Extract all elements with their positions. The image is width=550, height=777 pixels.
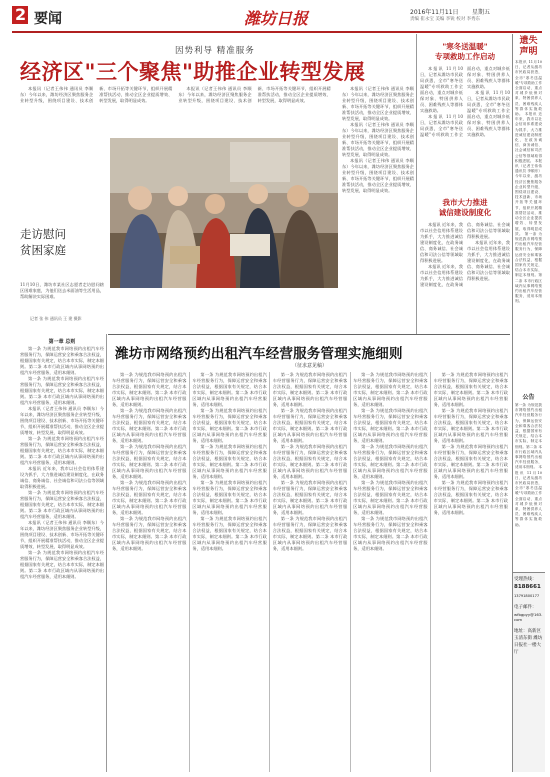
reg-paragraph-20: 第一条 为规范我市网络预约出租汽车经营服务行为，保障运营安全和乘客合法权益，根据国家有关规定，结合本市实际，制定本细则。第二条 本市行政区域内从事网络预约出租汽车经营服务，适用本细则。 (353, 516, 428, 551)
masthead-rule (12, 31, 542, 33)
regulation-top-rule (108, 334, 510, 335)
ad-notice-text-2: 本报讯 11月10日，记者从潍坊市民政局获悉，全市"寒冬送温暖"专项救助工作全面启动，重点对城乡低保对象、特困供养人员、困难残疾人等群体实施救助。 (515, 465, 542, 527)
ad-notice (513, 401, 544, 561)
reg-paragraph-12: 第一条 为规范我市网络预约出租汽车经营服务行为，保障运营安全和乘客合法权益，根据国家有关规定，结合本市实际，制定本细则。第二条 本市行政区域内从事网络预约出租汽车经营服务，适用本细则。 (272, 408, 348, 443)
side-subparagraph-2: 本报讯 近年来，我市以社会信用体系建设为抓手，大力推进诚信建设制度化，在政务诚信、商务诚信、社会诚信和司法公信等领域取得积极进展。 (420, 222, 510, 287)
issue-weekday: 星期五 (472, 9, 491, 16)
reg-paragraph-4: 第一条 为规范我市网络预约出租汽车经营服务行为，保障运营安全和乘客合法权益，根据国家有关规定，结合本市实际，制定本细则。第二条 本市行政区域内从事网络预约出租汽车经营服务，适用本细则。 (112, 480, 187, 515)
lead-headline: 经济区"三个聚焦"助推企业转型发展 (20, 59, 366, 84)
column-rule-right (416, 34, 417, 334)
editors-line: 责编 崔永宝 美编 李锐 校对 李秀东 (410, 17, 481, 22)
lead-right-paragraph: 本报讯（记者王伟伟 通讯员 李顺东）今年以来，潍坊经济区聚焦服务企业转型升级，围绕项目建设、技术创新、市场开拓等关键环节，组织开展精准帮扶活动，推动全区企业提质增效、转型发展，取得明显成效。 (342, 86, 414, 121)
reg-paragraph-15: 第一条 为规范我市网络预约出租汽车经营服务行为，保障运营安全和乘客合法权益，根据国家有关规定，结合本市实际，制定本细则。第二条 本市行政区域内从事网络预约出租汽车经营服务，适用本细则。 (272, 516, 348, 551)
side-paragraph: 本报讯 11月10日，记者从潍坊市民政局获悉，全市"寒冬送温暖"专项救助工作全面启动，重点对城乡低保对象、特困供养人员、困难残疾人等群体实施救助。 (420, 66, 463, 113)
left-col-rule (106, 334, 107, 772)
side-paragraph-2: 本报讯 11月10日，记者从潍坊市民政局获悉，全市"寒冬送温暖"专项救助工作全面启动，重点对城乡低保对象、特困供养人员、困难残疾人等群体实施救助。 (420, 66, 510, 137)
reg-paragraph-7: 第一条 为规范我市网络预约出租汽车经营服务行为，保障运营安全和乘客合法权益，根据国家有关规定，结合本市实际，制定本细则。第二条 本市行政区域内从事网络预约出租汽车经营服务，适用本细则。 (192, 408, 267, 443)
reg-paragraph-9: 第一条 为规范我市网络预约出租汽车经营服务行为，保障运营安全和乘客合法权益，根据国家有关规定，结合本市实际，制定本细则。第二条 本市行政区域内从事网络预约出租汽车经营服务，适用本细则。 (192, 480, 267, 515)
paper-name: 潍坊日报 (244, 9, 309, 28)
reg-paragraph-19: 第一条 为规范我市网络预约出租汽车经营服务行为，保障运营安全和乘客合法权益，根据国家有关规定，结合本市实际，制定本细则。第二条 本市行政区域内从事网络预约出租汽车经营服务，适用本细则。 (353, 480, 428, 515)
reg-paragraph-14: 第一条 为规范我市网络预约出租汽车经营服务行为，保障运营安全和乘客合法权益，根据国家有关规定，结合本市实际，制定本细则。第二条 本市行政区域内从事网络预约出租汽车经营服务，适用本细则。 (272, 480, 348, 515)
reg-paragraph-2: 第一条 为规范我市网络预约出租汽车经营服务行为，保障运营安全和乘客合法权益，根据国家有关规定，结合本市实际，制定本细则。第二条 本市行政区域内从事网络预约出租汽车经营服务，适用本细则。 (112, 408, 187, 443)
left-paragraph-5: 本报讯 近年来，我市以社会信用体系建设为抓手，大力推进诚信建设制度化，在政务诚信、商务诚信、社会诚信和司法公信等领域取得积极进展。 (20, 466, 104, 489)
lead-right-col (342, 86, 414, 291)
reg-paragraph-22: 第一条 为规范我市网络预约出租汽车经营服务行为，保障运营安全和乘客合法权益，根据国家有关规定，结合本市实际，制定本细则。第二条 本市行政区域内从事网络预约出租汽车经营服务，适用本细则。 (433, 408, 508, 443)
reg-paragraph-24: 第一条 为规范我市网络预约出租汽车经营服务行为，保障运营安全和乘客合法权益，根据国家有关规定，结合本市实际，制定本细则。第二条 本市行政区域内从事网络预约出租汽车经营服务，适用本细则。 (433, 480, 508, 515)
ad-subtitle: 公告 (522, 394, 535, 401)
side-subhead: 我市大力推进 诚信建设制度化 (438, 198, 492, 217)
lead-paragraph: 本报讯（记者王伟伟 通讯员 李顺东）今年以来，潍坊经济区聚焦服务企业转型升级，围绕项目建设、技术创新、市场开拓等关键环节，组织开展精准帮扶活动，推动全区企业提质增效、转型发展，取得明显成效。 (20, 86, 173, 103)
hotline-number: 8188661 (514, 584, 541, 590)
feature-caption-box (20, 282, 104, 310)
lead-paragraph-2: 本报讯（记者王伟伟 通讯员 李顺东）今年以来，潍坊经济区聚焦服务企业转型升级，围绕项目建设、技术创新、市场开拓等关键环节，组织开展精准帮扶活动，推动全区企业提质增效、转型发展，取得明显成效。 (178, 86, 331, 103)
left-paragraph-7: 本报讯（记者王伟伟 通讯员 李顺东）今年以来，潍坊经济区聚焦服务企业转型升级，围绕项目建设、技术创新、市场开拓等关键环节，组织开展精准帮扶活动，推动全区企业提质增效、转型发展，取得明显成效。 (20, 520, 104, 549)
issue-date: 2016年11月11日 (410, 9, 459, 16)
left-paragraph-3: 本报讯（记者王伟伟 通讯员 李顺东）今年以来，潍坊经济区聚焦服务企业转型升级，围绕项目建设、技术创新、市场开拓等关键环节，组织开展精准帮扶活动，推动全区企业提质增效、转型发展，取得明显成效。 (20, 406, 104, 435)
left-paragraph-1: 第一条 为规范我市网络预约出租汽车经营服务行为，保障运营安全和乘客合法权益，根据国家有关规定，结合本市实际，制定本细则。第二条 本市行政区域内从事网络预约出租汽车经营服务，适用本细则。 (20, 346, 104, 375)
ad-listing-text-3: 本报讯（记者王伟伟 通讯员 李顺东）今年以来，潍坊经济区聚焦服务企业转型升级，围绕项目建设、技术创新、市场开拓等关键环节，组织开展精准帮扶活动，推动全区企业提质增效、转型发展，取得明显成效。 (515, 158, 543, 236)
regulation-body (112, 372, 508, 772)
side-subparagraph: 本报讯 近年来，我市以社会信用体系建设为抓手，大力推进诚信建设制度化，在政务诚信、商务诚信、社会诚信和司法公信等领域取得积极进展。 (420, 222, 463, 263)
lead-right-paragraph-3: 本报讯（记者王伟伟 通讯员 李顺东）今年以来，潍坊经济区聚焦服务企业转型升级，围绕项目建设、技术创新、市场开拓等关键环节，组织开展精准帮扶活动，推动全区企业提质增效、转型发展，取得明显成效。 (342, 158, 414, 193)
left-paragraph-6: 第一条 为规范我市网络预约出租汽车经营服务行为，保障运营安全和乘客合法权益，根据国家有关规定，结合本市实际，制定本细则。第二条 本市行政区域内从事网络预约出租汽车经营服务，适用本细则。 (20, 490, 104, 519)
reg-paragraph-8: 第一条 为规范我市网络预约出租汽车经营服务行为，保障运营安全和乘客合法权益，根据国家有关规定，结合本市实际，制定本细则。第二条 本市行政区域内从事网络预约出租汽车经营服务，适用本细则。 (192, 444, 267, 479)
side-headline: "寒冬送温暖" 专项救助工作启动 (435, 42, 495, 61)
email-address: wfbgpyy@163.com (514, 612, 543, 622)
reg-paragraph-16: 第一条 为规范我市网络预约出租汽车经营服务行为，保障运营安全和乘客合法权益，根据国家有关规定，结合本市实际，制定本细则。第二条 本市行政区域内从事网络预约出租汽车经营服务，适用本细则。 (353, 372, 428, 407)
ad-strip (512, 34, 544, 772)
reg-paragraph-1: 第一条 为规范我市网络预约出租汽车经营服务行为，保障运营安全和乘客合法权益，根据国家有关规定，结合本市实际，制定本细则。第二条 本市行政区域内从事网络预约出租汽车经营服务，适用本细则。 (112, 372, 187, 407)
lead-right-paragraph-2: 本报讯（记者王伟伟 通讯员 李顺东）今年以来，潍坊经济区聚焦服务企业转型升级，围绕项目建设、技术创新、市场开拓等关键环节，组织开展精准帮扶活动，推动全区企业提质增效、转型发展，取得明显成效。 (342, 122, 414, 157)
ad-contact-box (513, 572, 545, 772)
reg-paragraph-17: 第一条 为规范我市网络预约出租汽车经营服务行为，保障运营安全和乘客合法权益，根据国家有关规定，结合本市实际，制定本细则。第二条 本市行政区域内从事网络预约出租汽车经营服务，适用本细则。 (353, 408, 428, 443)
left-chapter-title: 第一章 总则 (48, 339, 76, 345)
mobile-number: 13791800177 (514, 594, 540, 598)
ad-notice-text: 第一条 为规范我市网络预约出租汽车经营服务行为，保障运营安全和乘客合法权益，根据国家有关规定，结合本市实际，制定本细则。第二条 本市行政区域内从事网络预约出租汽车经营服务，适用本细则。 (515, 403, 542, 470)
ad-listing-text-2: 本报讯 近年来，我市以社会信用体系建设为抓手，大力推进诚信建设制度化，在政务诚信、商务诚信、社会诚信和司法公信等领域取得积极进展。 (515, 112, 542, 163)
reg-paragraph-23: 第一条 为规范我市网络预约出租汽车经营服务行为，保障运营安全和乘客合法权益，根据国家有关规定，结合本市实际，制定本细则。第二条 本市行政区域内从事网络预约出租汽车经营服务，适用本细则。 (433, 444, 508, 479)
hotline-label: 受理热线： (514, 577, 537, 582)
feature-headline-box (20, 226, 104, 278)
reg-paragraph-3: 第一条 为规范我市网络预约出租汽车经营服务行为，保障运营安全和乘客合法权益，根据国家有关规定，结合本市实际，制定本细则。第二条 本市行政区域内从事网络预约出租汽车经营服务，适用本细则。 (112, 444, 187, 479)
feature-photo (110, 138, 338, 288)
regulation-title: 潍坊市网络预约出租汽车经营服务管理实施细则 (115, 346, 403, 362)
side-body (420, 66, 510, 194)
side-subbody (420, 222, 510, 334)
ad-listings (513, 58, 544, 388)
masthead (12, 4, 542, 30)
section-name: 要闻 (34, 11, 62, 27)
ad-listing-text-4: 第一条 为规范我市网络预约出租汽车经营服务行为，保障运营安全和乘客合法权益，根据国家有关规定，结合本市实际，制定本细则。第二条 本市行政区域内从事网络预约出租汽车经营服务，适用本细则。 (515, 231, 542, 304)
left-paragraph-8: 第一条 为规范我市网络预约出租汽车经营服务行为，保障运营安全和乘客合法权益，根据国家有关规定，结合本市实际，制定本细则。第二条 本市行政区域内从事网络预约出租汽车经营服务，适用本细则。 (20, 550, 104, 579)
reg-paragraph-10: 第一条 为规范我市网络预约出租汽车经营服务行为，保障运营安全和乘客合法权益，根据国家有关规定，结合本市实际，制定本细则。第二条 本市行政区域内从事网络预约出租汽车经营服务，适用本细则。 (192, 516, 267, 551)
left-col-body (20, 346, 104, 772)
side-paragraph-3: 本报讯 11月10日，记者从潍坊市民政局获悉，全市"寒冬送温暖"专项救助工作全面启动，重点对城乡低保对象、特困供养人员、困难残疾人等群体实施救助。 (467, 90, 510, 137)
feature-headline: 走访慰问 贫困家庭 (20, 227, 66, 257)
photo-illustration (110, 138, 338, 288)
email-label: 电子邮件： (514, 605, 537, 610)
reg-paragraph-13: 第一条 为规范我市网络预约出租汽车经营服务行为，保障运营安全和乘客合法权益，根据国家有关规定，结合本市实际，制定本细则。第二条 本市行政区域内从事网络预约出租汽车经营服务，适用本细则。 (272, 444, 348, 479)
reg-paragraph-21: 第一条 为规范我市网络预约出租汽车经营服务行为，保障运营安全和乘客合法权益，根据国家有关规定，结合本市实际，制定本细则。第二条 本市行政区域内从事网络预约出租汽车经营服务，适用本细则。 (433, 372, 508, 407)
reg-paragraph-6: 第一条 为规范我市网络预约出租汽车经营服务行为，保障运营安全和乘客合法权益，根据国家有关规定，结合本市实际，制定本细则。第二条 本市行政区域内从事网络预约出租汽车经营服务，适用本细则。 (192, 372, 267, 407)
ad-title: 遗失声明 (519, 36, 538, 57)
ad-address: 地址：高新区玉清东街 潍坊日报社一楼大厅 (514, 629, 543, 655)
ad-listing-text: 本报讯 11月10日，记者从潍坊市民政局获悉，全市"寒冬送温暖"专项救助工作全面启动，重点对城乡低保对象、特困供养人员、困难残疾人等群体实施救助。 (515, 60, 542, 117)
side-subparagraph-3: 本报讯 近年来，我市以社会信用体系建设为抓手，大力推进诚信建设制度化，在政务诚信、商务诚信、社会诚信和司法公信等领域取得积极进展。 (467, 240, 510, 281)
left-paragraph-4: 第一条 为规范我市网络预约出租汽车经营服务行为，保障运营安全和乘客合法权益，根据国家有关规定，结合本市实际，制定本细则。第二条 本市行政区域内从事网络预约出租汽车经营服务，适用本细则。 (20, 436, 104, 465)
feature-credit: 记者 张 伟 通讯员 王 建 摄影 (30, 316, 82, 321)
reg-paragraph-5: 第一条 为规范我市网络预约出租汽车经营服务行为，保障运营安全和乘客合法权益，根据国家有关规定，结合本市实际，制定本细则。第二条 本市行政区域内从事网络预约出租汽车经营服务，适用本细则。 (112, 516, 187, 551)
reg-paragraph-18: 第一条 为规范我市网络预约出租汽车经营服务行为，保障运营安全和乘客合法权益，根据国家有关规定，结合本市实际，制定本细则。第二条 本市行政区域内从事网络预约出租汽车经营服务，适用本细则。 (353, 444, 428, 479)
left-paragraph-2: 第一条 为规范我市网络预约出租汽车经营服务行为，保障运营安全和乘客合法权益，根据国家有关规定，结合本市实际，制定本细则。第二条 本市行政区域内从事网络预约出租汽车经营服务，适用本细则。 (20, 376, 104, 405)
lead-kicker-right: 因势利导 精准服务 (175, 46, 255, 56)
page-number: 2 (15, 5, 27, 24)
regulation-subtitle: （征求意见稿） (292, 363, 328, 369)
feature-caption: 11月10日，潍坊市某社区志愿者走访慰问辖区困难家庭，为他们送去米面油等生活用品，帮助解决实际困难。 (20, 282, 104, 299)
reg-paragraph-11: 第一条 为规范我市网络预约出租汽车经营服务行为，保障运营安全和乘客合法权益，根据国家有关规定，结合本市实际，制定本细则。第二条 本市行政区域内从事网络预约出租汽车经营服务，适用本细则。 (272, 372, 348, 407)
